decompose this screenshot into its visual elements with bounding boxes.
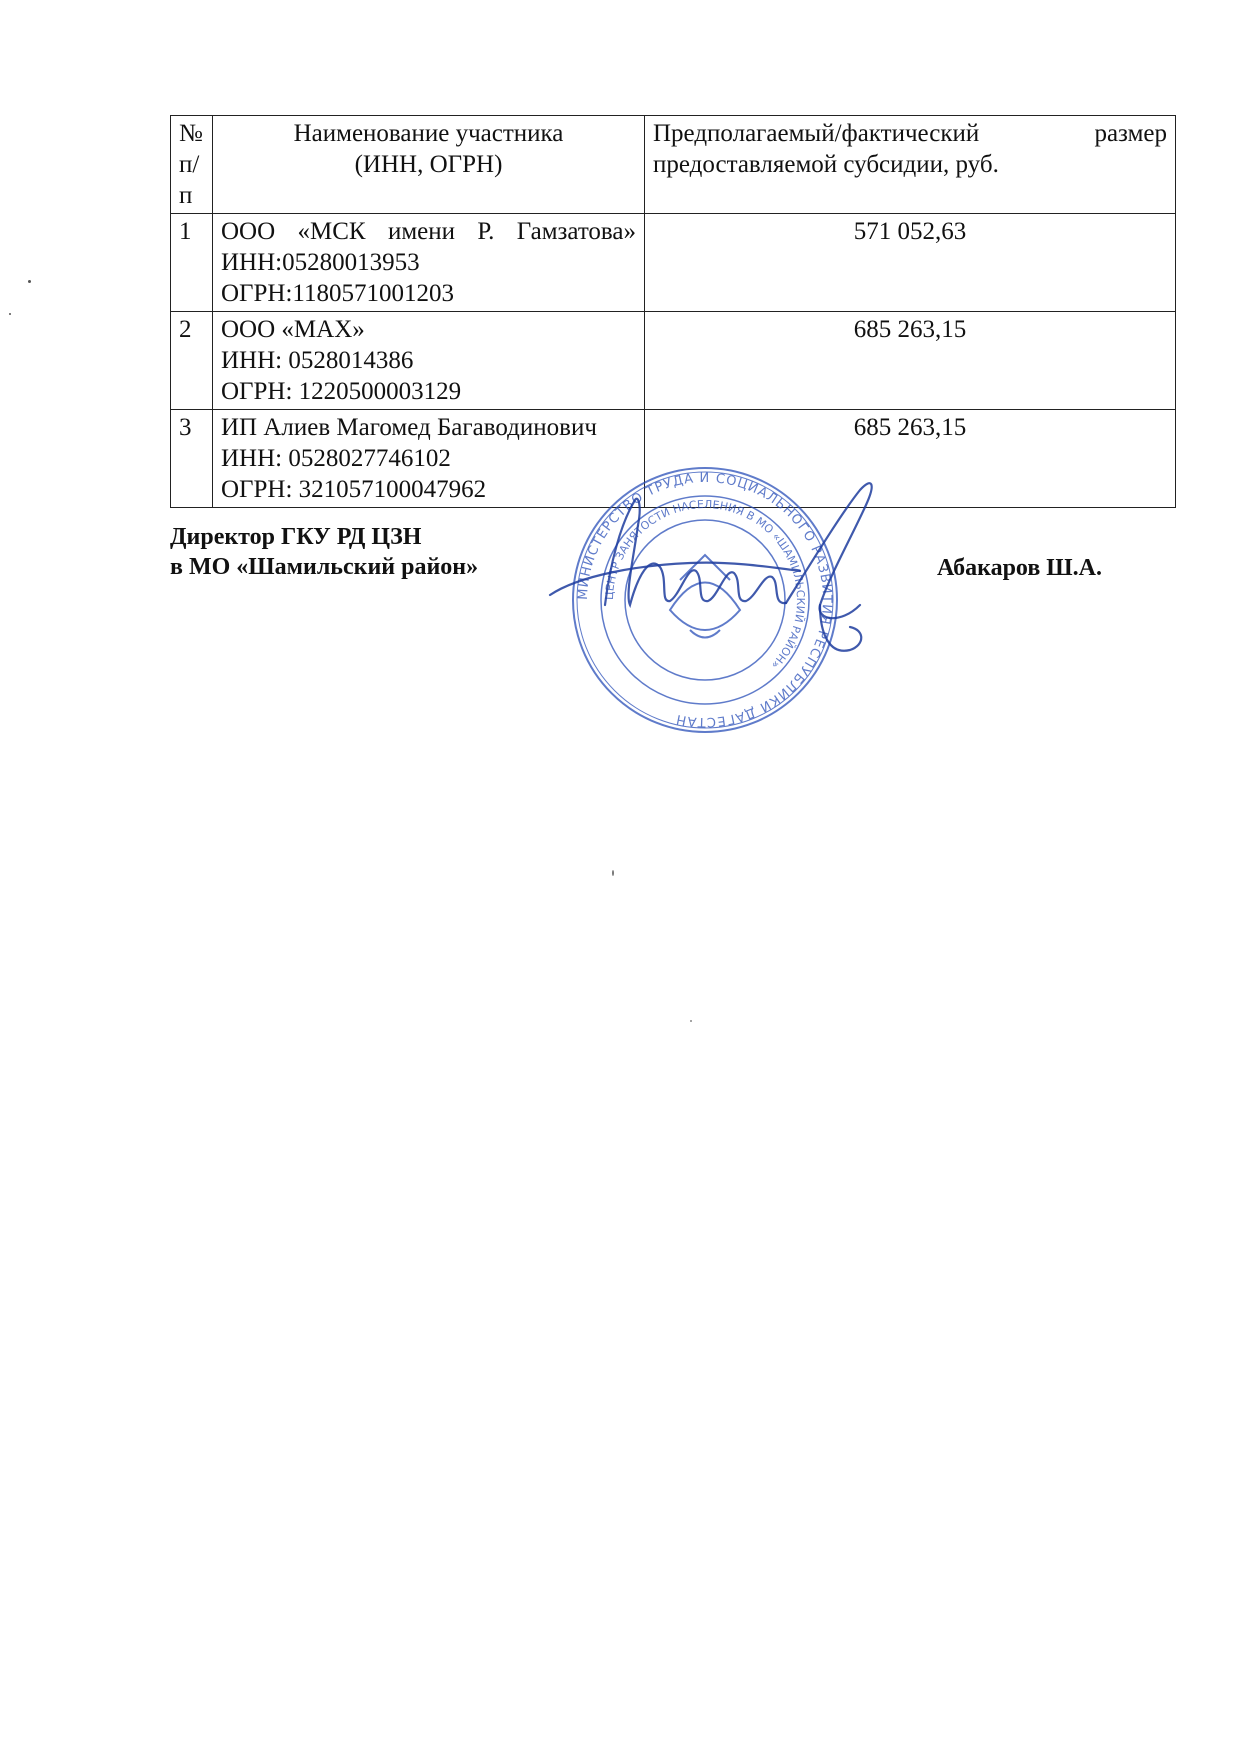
subsidy-amount: 685 263,15 [645, 312, 1176, 410]
participant-cell [213, 214, 645, 312]
header-number-line2: п/п [179, 151, 200, 209]
signatory-position-line1: Директор ГКУ РД ЦЗН [170, 524, 422, 550]
signatory-position [170, 522, 478, 582]
signatory-position-line2: в МО «Шамильский район» [170, 554, 479, 580]
participant-inn: ИНН:05280013953 [221, 249, 420, 276]
row-number: 2 [171, 312, 213, 410]
table-header-row [171, 116, 1176, 214]
participant-ogrn: ОГРН: 1220500003129 [221, 378, 462, 405]
row-number: 1 [171, 214, 213, 312]
scan-speck [690, 1020, 692, 1022]
subsidy-amount: 685 263,15 [645, 410, 1176, 508]
seal-inner-text: ЦЕНТР ЗАНЯТОСТИ НАСЕЛЕНИЯ В МО «ШАМИЛЬСКИЙ РАЙОН» [602, 497, 808, 672]
participant-cell [213, 312, 645, 410]
table-row [171, 312, 1176, 410]
header-number [171, 116, 213, 214]
participant-name: ООО «МСК имени Р. Гамзатова» [221, 218, 636, 245]
seal-outer-text: МИНИСТЕРСТВО ТРУДА И СОЦИАЛЬНОГО РАЗВИТИЯ РЕСПУБЛИКИ ДАГЕСТАН [575, 470, 835, 730]
header-participant [213, 116, 645, 214]
participant-name: ООО «МАХ» [221, 316, 365, 343]
header-number-line1: № [179, 120, 203, 147]
participant-inn: ИНН: 0528014386 [221, 347, 414, 374]
participant-ogrn: ОГРН:1180571001203 [221, 280, 454, 307]
scan-speck [612, 870, 614, 876]
header-participant-line2: (ИНН, ОГРН) [354, 151, 503, 178]
header-participant-line1: Наименование участника [293, 120, 564, 147]
table-row [171, 214, 1176, 312]
scan-speck [9, 313, 11, 315]
participant-ogrn: ОГРН: 321057100047962 [221, 476, 487, 503]
subsidy-amount: 571 052,63 [645, 214, 1176, 312]
header-subsidy-line2: предоставляемой субсидии, руб. [653, 151, 999, 178]
signatory-name: Абакаров Ш.А. [937, 555, 1102, 581]
header-subsidy [645, 116, 1176, 214]
subsidy-table [170, 115, 1176, 508]
header-subsidy-line1: Предполагаемый/фактический размер [653, 120, 1167, 147]
scan-speck [28, 280, 31, 283]
participant-name: ИП Алиев Магомед Багаводинович [221, 414, 597, 441]
participant-inn: ИНН: 0528027746102 [221, 445, 451, 472]
handwritten-signature [520, 455, 940, 685]
row-number: 3 [171, 410, 213, 508]
